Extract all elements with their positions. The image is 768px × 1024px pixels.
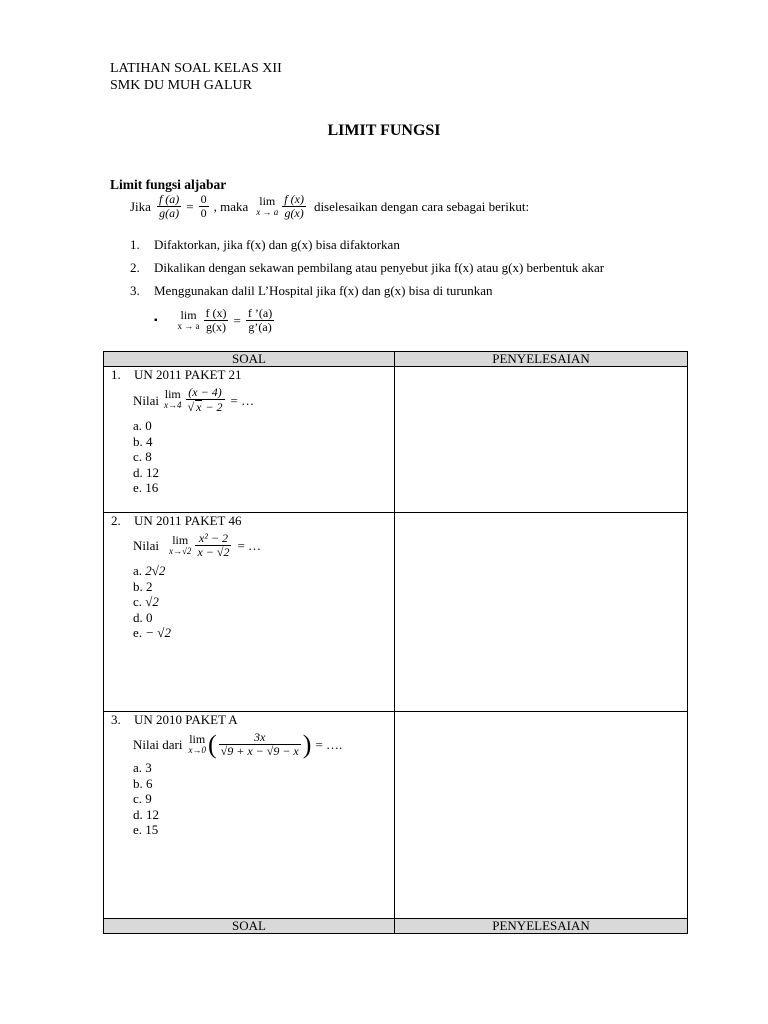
lim-subscript: x→√2 [169, 545, 192, 556]
option-expression: 2√2 [145, 563, 166, 578]
intro-jika: Jika [130, 198, 151, 214]
question-cell-1 [104, 367, 395, 513]
lim-subscript: x → a [256, 206, 279, 217]
lim-text: lim [172, 532, 189, 547]
header-line-2: SMK DU MUH GALUR [110, 78, 252, 93]
answer-option: d. 12 [133, 806, 159, 822]
table-header-row [104, 352, 688, 367]
lim-text: lim [189, 731, 206, 746]
lim-text: lim [180, 307, 197, 322]
fraction-numerator: f (a) [158, 192, 180, 206]
limit-operator [169, 532, 192, 557]
question-number: 2. [111, 513, 121, 528]
option-expression: 0 [146, 609, 153, 625]
fraction-numerator: x² − 2 [198, 531, 228, 545]
intro-maka: , maka [213, 198, 249, 214]
fraction-denominator: 0 [200, 206, 207, 220]
fraction-derivative [246, 307, 274, 334]
option-label: d. [133, 609, 143, 625]
option-label: e. [133, 625, 143, 640]
sqrt-radicand: x [196, 400, 202, 414]
table-footer-row [104, 919, 688, 934]
answer-option: c. 8 [133, 449, 152, 464]
method-item-1 [130, 237, 400, 253]
method-number: 2. [130, 260, 140, 275]
intro-formula-line: Jika $\frac{f (a)}{g(a)}$ = $\frac{0}{0}$ , maka lim x → a $\frac{f (x)}{g(x)}$ diselesaikan dengan cara sebagai berikut: [130, 192, 530, 220]
lhospital-formula: ▪ lim x → a $\frac{f (x)}{g(x)}$ = $\frac{f ’(a)}{g’(a)}$ [154, 306, 273, 334]
question-expression [104, 386, 394, 414]
column-header-penyelesaian: PENYELESAIAN [395, 352, 688, 367]
table-row [104, 712, 688, 919]
answer-option: c. 9 [133, 791, 152, 806]
answer-option: b. 6 [133, 775, 153, 791]
question-fraction [219, 731, 301, 758]
fraction-numerator: f (x) [205, 306, 227, 320]
option-expression: 2 [146, 578, 153, 594]
question-suffix: = … [237, 538, 262, 553]
question-fraction [195, 532, 231, 559]
question-cell-2 [104, 513, 395, 712]
option-label: b. [133, 578, 143, 594]
fraction-denominator: g(x) [284, 206, 304, 220]
fraction-denominator: x − √2 [197, 545, 230, 559]
fraction-fx-gx [282, 193, 306, 220]
fraction-fa-ga [157, 193, 181, 220]
intro-rest: diselesaikan dengan cara sebagai berikut: [313, 198, 530, 214]
answer-option: a. 3 [133, 760, 152, 775]
answer-cell-2[interactable] [395, 513, 688, 712]
denominator-rest: − 2 [202, 400, 223, 414]
table-row [104, 513, 688, 712]
question-fraction [186, 386, 225, 414]
limit-operator [164, 389, 182, 411]
answer-options [104, 760, 394, 838]
question-heading [104, 367, 394, 382]
fraction-zero-zero [199, 193, 209, 220]
question-source: UN 2011 PAKET 21 [134, 367, 242, 382]
answer-option: e. 15 [133, 822, 159, 837]
question-prefix: Nilai [133, 538, 159, 553]
fraction-denominator: g(a) [159, 206, 180, 220]
answer-option [133, 563, 394, 579]
question-suffix: = …. [315, 737, 343, 752]
fraction-numerator: f (x) [284, 192, 304, 206]
method-text: Difaktorkan, jika f(x) dan g(x) bisa difaktorkan [154, 237, 400, 252]
answer-option [133, 579, 394, 595]
answer-options [104, 418, 394, 496]
question-cell-3 [104, 712, 395, 919]
left-paren-icon: ( [207, 729, 217, 759]
bullet-icon: ▪ [154, 315, 158, 326]
option-expression: − √2 [145, 625, 171, 640]
fraction-numerator: f ’(a) [247, 306, 273, 320]
limit-operator [256, 193, 279, 218]
question-expression [104, 532, 394, 559]
fraction-fx-gx [204, 307, 229, 334]
method-text: Dikalikan dengan sekawan pembilang atau penyebut jika f(x) atau g(x) berbentuk akar [154, 260, 605, 275]
limit-operator [177, 307, 200, 332]
lim-text: lim [259, 193, 276, 208]
option-label: c. [133, 594, 143, 609]
option-expression: √2 [145, 594, 159, 609]
lim-subscript: x→0 [188, 744, 206, 755]
question-heading [104, 712, 394, 727]
method-number: 3. [130, 283, 140, 298]
question-expression [104, 731, 394, 758]
option-label: a. [133, 563, 143, 578]
table-row [104, 367, 688, 513]
answer-options [104, 563, 394, 641]
answer-option [133, 625, 394, 641]
sqrt-symbol: √ [187, 400, 195, 414]
method-item-3 [130, 283, 493, 299]
question-table [103, 351, 688, 934]
answer-option [133, 594, 394, 610]
answer-option: d. 12 [133, 464, 159, 480]
question-source: UN 2010 PAKET A [134, 712, 238, 727]
fraction-denominator: g’(a) [248, 320, 272, 334]
method-text: Menggunakan dalil L’Hospital jika f(x) dan g(x) bisa di turunkan [154, 283, 493, 298]
method-item-2 [130, 260, 604, 276]
limit-operator [188, 731, 206, 756]
fraction-denominator [186, 399, 225, 414]
question-heading [104, 513, 394, 528]
question-suffix: = … [230, 392, 255, 408]
question-prefix: Nilai dari [133, 737, 183, 752]
column-header-penyelesaian: PENYELESAIAN [395, 919, 688, 934]
fraction-denominator: √9 + x − √9 − x [220, 744, 299, 758]
answer-option [133, 610, 394, 626]
page-title: LIMIT FUNGSI [327, 122, 441, 139]
fraction-denominator: g(x) [206, 320, 227, 334]
question-number: 1. [111, 367, 121, 382]
question-source: UN 2011 PAKET 46 [134, 513, 242, 528]
answer-cell-3[interactable] [395, 712, 688, 919]
question-prefix: Nilai [133, 392, 159, 408]
header-line-1: LATIHAN SOAL KELAS XII [110, 61, 282, 76]
lim-text: lim [164, 387, 181, 401]
section-heading: Limit fungsi aljabar [110, 177, 227, 192]
column-header-soal: SOAL [104, 919, 395, 934]
answer-cell-1[interactable] [395, 367, 688, 513]
method-number: 1. [130, 237, 140, 252]
lim-subscript: x→4 [164, 400, 182, 410]
answer-option: e. 16 [133, 480, 159, 495]
column-header-soal: SOAL [104, 352, 395, 367]
question-number: 3. [111, 712, 121, 727]
fraction-numerator: 0 [200, 192, 207, 206]
answer-option: a. 0 [133, 418, 152, 433]
fraction-numerator: (x − 4) [188, 385, 222, 399]
lim-subscript: x → a [177, 320, 200, 331]
answer-option: b. 4 [133, 433, 153, 449]
fraction-numerator: 3x [254, 730, 266, 744]
right-paren-icon: ) [302, 729, 312, 759]
